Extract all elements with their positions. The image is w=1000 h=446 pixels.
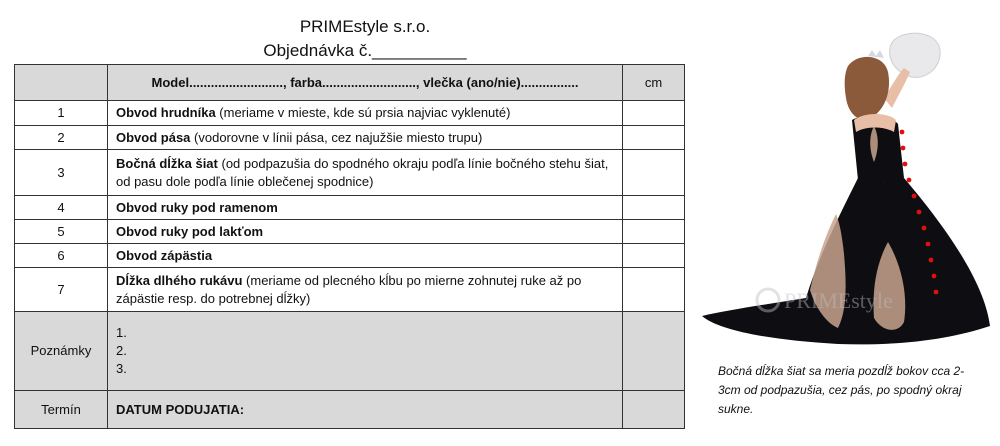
row-number: 2 (15, 126, 108, 150)
row-number: 3 (15, 150, 108, 196)
value-cell[interactable] (623, 126, 685, 150)
row-desc: (meriame v mieste, kde sú prsia najviac vyklenuté) (215, 105, 511, 120)
row-number: 4 (15, 196, 108, 220)
table-row (15, 268, 685, 312)
value-cell[interactable] (623, 101, 685, 126)
row-label: Bočná dĺžka šiat (116, 155, 218, 171)
unit-header: cm (623, 65, 685, 101)
row-number: 5 (15, 220, 108, 244)
value-cell[interactable] (623, 150, 685, 196)
table-row (15, 196, 685, 220)
row-desc: (od podpazušia do spodného okraju podľa línie bočného stehu šiat, od pasu dole podľa línie oblečenej spodnice) (116, 155, 609, 189)
tiara-shape (868, 50, 884, 58)
row-description (108, 196, 623, 220)
skirt-shape (702, 178, 990, 344)
value-cell[interactable] (623, 268, 685, 312)
row-description (108, 150, 623, 196)
row-label: Obvod ruky pod ramenom (116, 199, 278, 215)
table-row (15, 150, 685, 196)
value-cell[interactable] (623, 220, 685, 244)
row-number: 1 (15, 101, 108, 126)
term-value-cell (623, 391, 685, 429)
order-number: Objednávka č.__________ (263, 41, 467, 60)
header-num-cell (15, 65, 108, 101)
row-number: 7 (15, 268, 108, 312)
photo-caption: Bočná dĺžka šiat sa meria pozdĺž bokov cca 2-3cm od podpazušia, cez pás, po spodný okraj sukne. (718, 364, 965, 416)
row-label: Obvod zápästia (116, 247, 213, 263)
row-desc: (vodorovne v línii pása, cez najužšie miesto trupu) (190, 129, 483, 145)
term-row (15, 391, 685, 429)
row-label: Obvod hrudníka (116, 105, 216, 120)
note-item: 1. (116, 325, 127, 340)
veil-shape (890, 33, 941, 77)
dress-photo (698, 28, 996, 350)
table-row (15, 101, 685, 126)
notes-cell[interactable] (108, 312, 623, 391)
measurement-table (14, 64, 685, 429)
note-item: 2. (116, 343, 127, 358)
table-row (15, 220, 685, 244)
company-name: PRIMEstyle s.r.o. (299, 17, 431, 36)
row-description (108, 220, 623, 244)
row-label: Obvod ruky pod lakťom (116, 223, 264, 239)
watermark-text: PRIMEstyle (784, 288, 893, 313)
row-description (108, 268, 623, 312)
model-line: Model.........................., farba.........................., vlečka (ano/nie)................ (108, 65, 623, 101)
table-row (15, 126, 685, 150)
row-description (108, 126, 623, 150)
table-header-row (15, 65, 685, 101)
value-cell[interactable] (623, 244, 685, 268)
row-desc: (meriame od plecného kĺbu po mierne zohnutej ruke až po zápästie resp. do potrebnej dĺžky) (116, 272, 582, 306)
note-item: 3. (116, 361, 127, 376)
term-value[interactable]: DATUM PODUJATIA: (108, 391, 623, 429)
notes-row (15, 312, 685, 391)
value-cell[interactable] (623, 196, 685, 220)
row-description (108, 101, 623, 126)
hair-shape (845, 57, 889, 120)
notes-label: Poznámky (15, 312, 108, 391)
table-row (15, 244, 685, 268)
row-label: Dĺžka dlhého rukávu (116, 272, 243, 288)
row-number: 6 (15, 244, 108, 268)
term-label: Termín (15, 391, 108, 429)
row-description (108, 244, 623, 268)
row-label: Obvod pása (116, 129, 191, 145)
notes-value-cell (623, 312, 685, 391)
